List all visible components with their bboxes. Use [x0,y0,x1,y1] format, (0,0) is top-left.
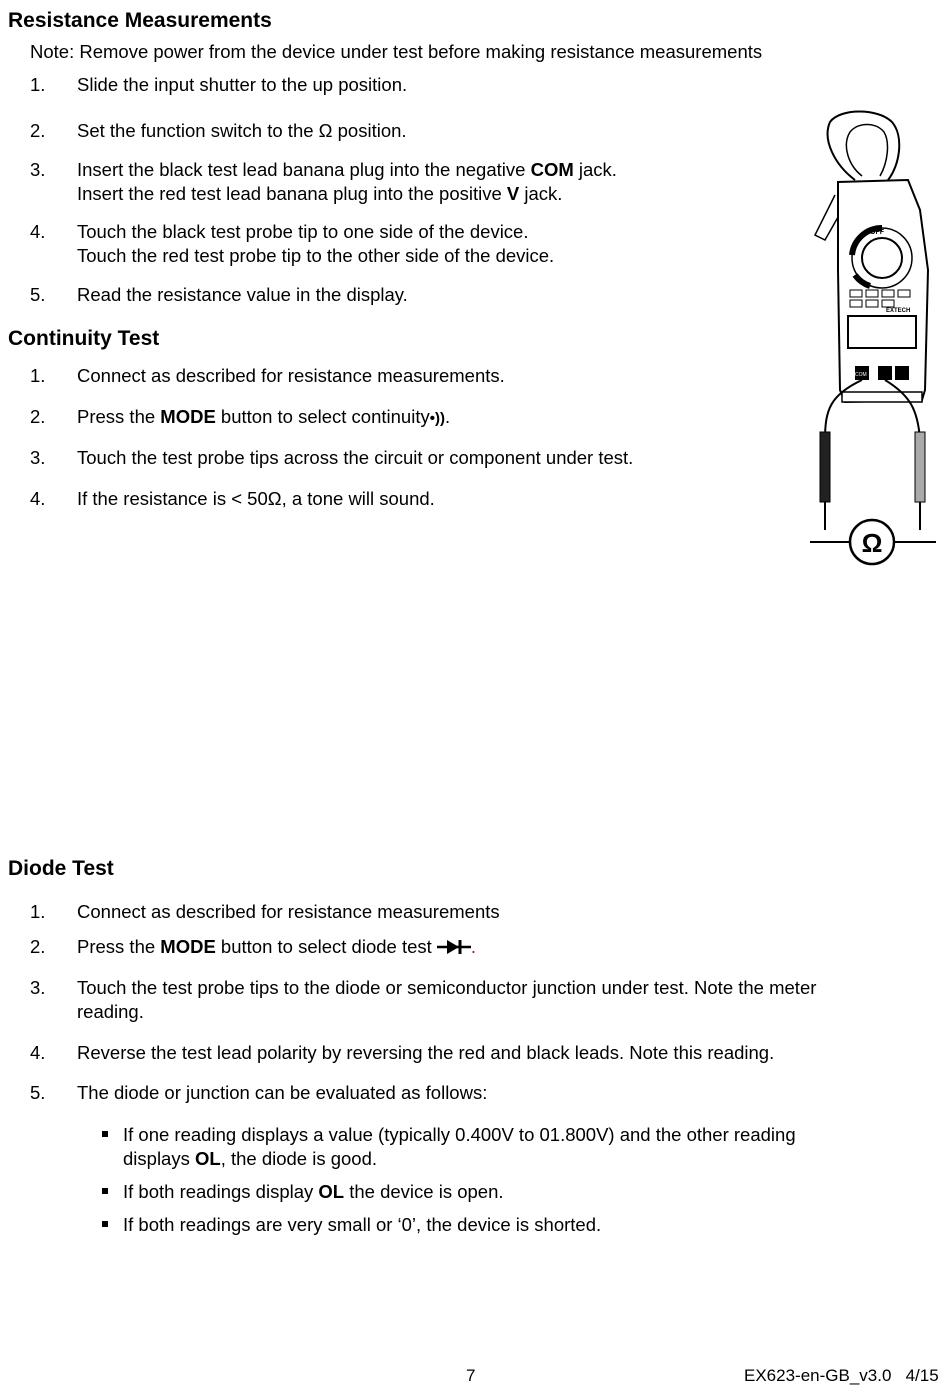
bullet-marker [102,1131,108,1137]
clamp-meter-illustration [800,110,940,570]
meter-brand-label: EXTECH [886,308,911,314]
continuity-step-4: If the resistance is < 50Ω, a tone will sound. [77,488,435,509]
resistance-step-1: Slide the input shutter to the up position. [77,74,408,95]
step-number: 5. [30,1082,46,1103]
diode-step-2: Press the MODE button to select diode test . [77,936,477,957]
step-number: 1. [30,74,46,95]
section-heading-resistance: Resistance Measurements [8,9,272,32]
diode-icon [437,939,471,955]
diode-step-3-line-2: reading. [77,1001,144,1022]
step-number: 2. [30,406,46,427]
diode-bullet-1-line-2: displays OL, the diode is good. [123,1148,378,1169]
ohm-symbol: Ω [861,528,883,558]
resistance-step-4-line-2: Touch the red test probe tip to the other side of the device. [77,245,555,266]
diode-step-3-line-1: Touch the test probe tips to the diode or semiconductor junction under test. Note the meter [77,977,817,998]
step-number: 3. [30,977,46,998]
meter-com-label: COM [855,372,867,378]
document-id: EX623-en-GB_v3.0 4/15 [744,1366,939,1385]
section-heading-continuity: Continuity Test [8,327,160,350]
resistance-step-2: Set the function switch to the Ω position. [77,120,407,141]
resistance-step-3-line-1: Insert the black test lead banana plug into the negative COM jack. [77,159,617,180]
continuity-step-2: Press the MODE button to select continuity•)). [77,406,451,427]
step-number: 5. [30,284,46,305]
bullet-marker [102,1221,108,1227]
step-number: 3. [30,447,46,468]
step-number: 1. [30,365,46,386]
page-number: 7 [466,1366,476,1385]
diode-bullet-2: If both readings display OL the device is open. [123,1181,504,1202]
continuity-step-1: Connect as described for resistance measurements. [77,365,505,386]
diode-bullet-1-line-1: If one reading displays a value (typically 0.400V to 01.800V) and the other reading [123,1124,796,1145]
step-number: 1. [30,901,46,922]
step-number: 3. [30,159,46,180]
diode-bullet-3: If both readings are very small or ‘0’, the device is shorted. [123,1214,602,1235]
diode-step-4: Reverse the test lead polarity by reversing the red and black leads. Note this reading. [77,1042,775,1063]
resistance-step-3-line-2: Insert the red test lead banana plug into the positive V jack. [77,183,563,204]
step-number: 2. [30,936,46,957]
resistance-step-5: Read the resistance value in the display. [77,284,408,305]
step-number: 4. [30,1042,46,1063]
step-number: 4. [30,488,46,509]
diode-step-1: Connect as described for resistance measurements [77,901,500,922]
continuity-step-3: Touch the test probe tips across the circuit or component under test. [77,447,634,468]
meter-off-label: OFF [870,229,884,236]
bullet-marker [102,1188,108,1194]
diode-step-5: The diode or junction can be evaluated as follows: [77,1082,488,1103]
continuity-symbol: •)) [429,410,445,427]
resistance-note: Note: Remove power from the device under test before making resistance measurements [30,41,763,62]
resistance-step-4-line-1: Touch the black test probe tip to one side of the device. [77,221,529,242]
step-number: 4. [30,221,46,242]
step-number: 2. [30,120,46,141]
section-heading-diode: Diode Test [8,857,114,880]
